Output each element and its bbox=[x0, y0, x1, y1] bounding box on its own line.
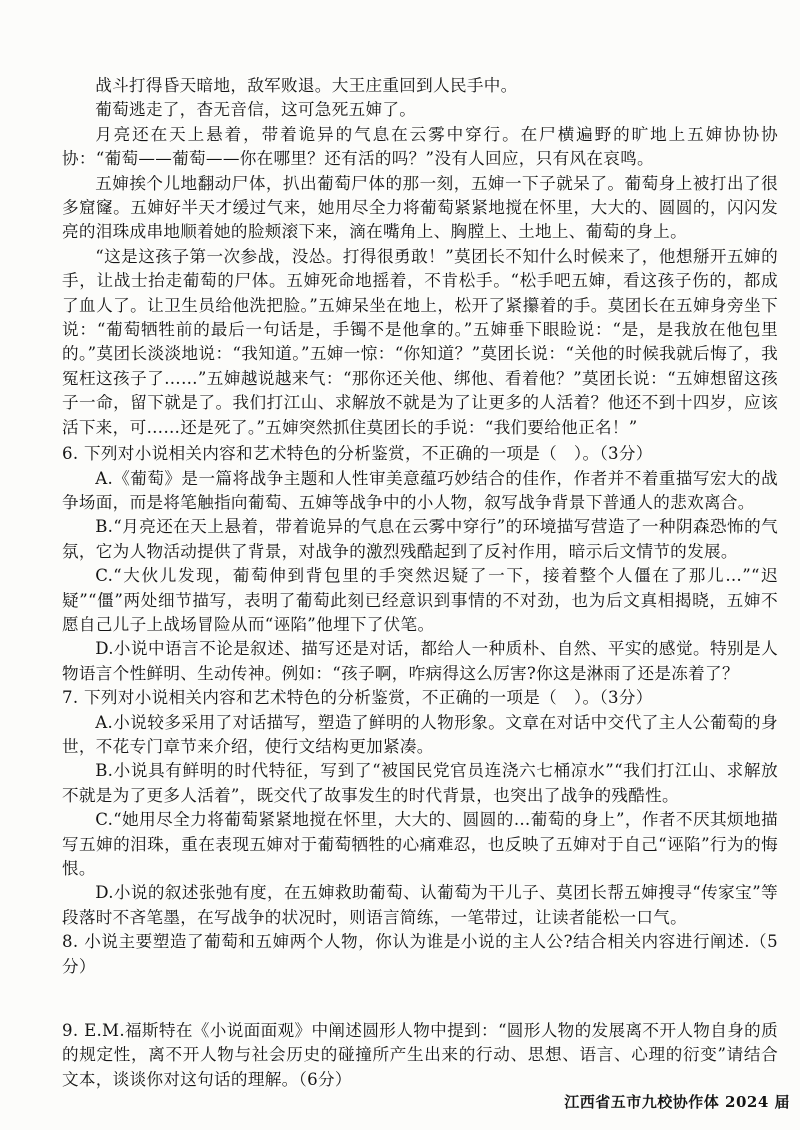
question-7-option-b: B.小说具有鲜明的时代特征，写到了“被国民党官员连浇六七桶凉水”“我们打江山、求解放不就是为了更多人活着”，既交代了故事发生的时代背景，也突出了战争的残酷性。 bbox=[62, 761, 778, 805]
question-7-option-c: C.“她用尽全力将葡萄紧紧地搅在怀里，大大的、圆圆的…葡萄的身上”，作者不厌其烦地描写五婶的泪珠，重在表现五婶对于葡萄牺牲的心痛难忍，也反映了五婶对于自己“诬陷”行为的悔恨。 bbox=[62, 810, 778, 878]
story-paragraph-3: 月亮还在天上悬着，带着诡异的气息在云雾中穿行。在尸横遍野的旷地上五婶协协协协：“葡萄——葡萄——你在哪里？还有活的吗？”没有人回应，只有风在哀鸣。 bbox=[62, 124, 778, 169]
question-6-option-a: A.《葡萄》是一篇将战争主题和人性审美意蕴巧妙结合的佳作，作者并不着重描写宏大的战争场面，而是将笔触指向葡萄、五婶等战争中的小人物，叙写战争背景下普通人的悲欢离合。 bbox=[62, 468, 778, 512]
question-8-stem: 8. 小说主要塑造了葡萄和五婶两个人物，你认为谁是小说的主人公?结合相关内容进行阐述.（5分） bbox=[62, 932, 778, 976]
story-paragraph-4: 五婶挨个儿地翻动尸体，扒出葡萄尸体的那一刻，五婶一下子就呆了。葡萄身上被打出了很多窟窿。五婶好半天才缓过气来，她用尽全力将葡萄紧紧地搅在怀里，大大的、圆圆的，闪闪发亮的泪珠成串地顺着她的脸颊滚下来，滴在嘴角上、胸膛上、土地上、葡萄的身上。 bbox=[62, 173, 778, 242]
question-6-option-d: D.小说中语言不论是叙述、描写还是对话，都给人一种质朴、自然、平实的感觉。特别是人物语言个性鲜明、生动传神。例如：“孩子啊，咋病得这么厉害?你这是淋雨了还是冻着了？ bbox=[62, 639, 778, 683]
story-paragraph-1: 战斗打得昏天暗地，敌军败退。大王庄重回到人民手中。 bbox=[95, 76, 518, 95]
question-7-stem: 7. 下列对小说相关内容和艺术特色的分析鉴赏，不正确的一项是（ ）。（3分） bbox=[62, 688, 653, 708]
story-paragraph-2: 葡萄逃走了，杳无音信，这可急死五婶了。 bbox=[95, 100, 417, 120]
page-content bbox=[62, 74, 778, 1092]
question-6-option-c: C.“大伙儿发现，葡萄伸到背包里的手突然迟疑了一下，接着整个人僵在了那儿…”“迟疑”“僵”两处细节描写，表明了葡萄此刻已经意识到事情的不对劲，也为后文真相揭晓，五婶不愿自己儿子上战场冒险从而“诬陷”他埋下了伏笔。 bbox=[62, 566, 778, 634]
answer-space bbox=[62, 979, 778, 1019]
question-9 bbox=[62, 1019, 778, 1092]
exam-footer: 江西省五市九校协作体 2024 届 bbox=[564, 1093, 790, 1111]
question-6-stem: 6. 下列对小说相关内容和艺术特色的分析鉴赏，不正确的一项是（ ）。（3分） bbox=[62, 444, 653, 464]
question-7-option-d: D.小说的叙述张弛有度，在五婶救助葡萄、认葡萄为干儿子、莫团长帮五婶搜寻“传家宝”等段落时不吝笔墨，在写战争的状况时，则语言简练，一笔带过，让读者能松一口气。 bbox=[62, 883, 778, 927]
story-paragraph-5: “这是这孩子第一次参战，没怂。打得很勇敢！”莫团长不知什么时候来了，他想掰开五婶的手，让战士抬走葡萄的尸体。五婶死命地摇着，不肯松手。“松手吧五婶，看这孩子伤的，都成了血人了。让卫生员给他洗把脸。”五婶呆坐在地上，松开了紧攥着的手。莫团长在五婶身旁坐下说：“葡萄牺牲前的最后一句话是，手镯不是他拿的。”五婶垂下眼睑说：“是，是我放在他包里的。”莫团长淡淡地说：“我知道。”五婶一惊：“你知道？”莫团长说：“关他的时候我就后悔了，我冤枉这孩子了……”五婶越说越来气：“那你还关他、绑他、看着他？”莫团长说：“五婶想留这孩子一命，留下就是了。我们打江山、求解放不就是为了让更多的人活着？他还不到十四岁，应该活下来，可……还是死了。”五婶突然抓住莫团长的手说：“我们要给他正名！” bbox=[62, 246, 778, 437]
question-6 bbox=[62, 442, 778, 686]
question-9-stem: 9. E.M.福斯特在《小说面面观》中阐述圆形人物中提到：“圆形人物的发展离不开人物自身的质的规定性，离不开人物与社会历史的碰撞所产生出来的行动、思想、语言、心理的衍变”请结合文本，谈谈你对这句话的理解。（6分） bbox=[62, 1021, 778, 1089]
question-7 bbox=[62, 686, 778, 930]
question-6-option-b: B.“月亮还在天上悬着，带着诡异的气息在云雾中穿行”的环境描写营造了一种阴森恐怖的气氛，它为人物活动提供了背景，对战争的激烈残酷起到了反衬作用，暗示后文情节的发展。 bbox=[62, 517, 778, 561]
question-7-option-a: A.小说较多采用了对话描写，塑造了鲜明的人物形象。文章在对话中交代了主人公葡萄的身世，不花专门章节来介绍，使行文结构更加紧凑。 bbox=[62, 712, 778, 756]
question-8 bbox=[62, 930, 778, 979]
